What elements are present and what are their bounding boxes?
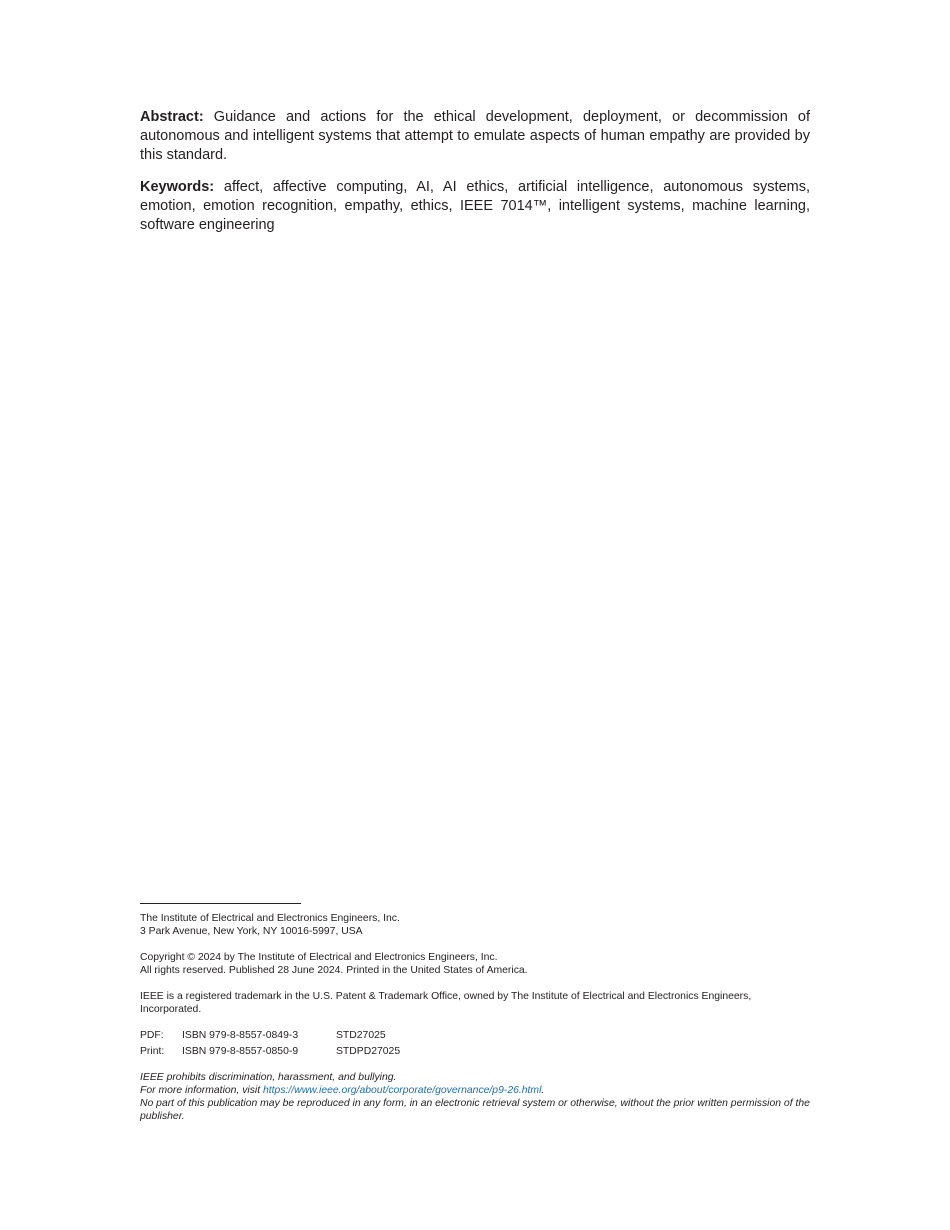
abstract-label: Abstract: (140, 109, 204, 125)
isbn-row-pdf (140, 1029, 810, 1042)
copyright-line-1: Copyright © 2024 by The Institute of Electrical and Electronics Engineers, Inc. (140, 952, 498, 963)
abstract-paragraph (140, 108, 810, 165)
notice-line-3: No part of this publication may be reproduced in any form, in an electronic retrieval system or otherwise, without the prior written permission of the publisher. (140, 1098, 810, 1122)
front-matter-top (140, 108, 810, 248)
copyright-line-2: All rights reserved. Published 28 June 2024. Printed in the United States of America. (140, 965, 528, 976)
keywords-paragraph (140, 178, 810, 235)
notice-line-1: IEEE prohibits discrimination, harassment, and bullying. (140, 1072, 397, 1083)
isbn-row-print (140, 1045, 810, 1058)
divider-rule (140, 903, 301, 904)
publisher-name: The Institute of Electrical and Electronics Engineers, Inc. (140, 913, 400, 924)
keywords-label: Keywords: (140, 179, 215, 195)
notice-block (140, 1071, 810, 1123)
isbn-number: ISBN 979-8-8557-0849-3 (182, 1030, 299, 1041)
publication-info (140, 903, 810, 1136)
isbn-block (140, 1029, 810, 1058)
trademark-text: IEEE is a registered trademark in the U.S. Patent & Trademark Office, owned by The Institute of Electrical and Electronics Engineers, Incorporated. (140, 991, 752, 1015)
notice-line-2 (140, 1084, 810, 1097)
isbn-code: STDPD27025 (336, 1046, 401, 1057)
copyright-block (140, 951, 810, 977)
publisher-block (140, 912, 810, 938)
isbn-code: STD27025 (336, 1030, 386, 1041)
governance-link[interactable]: https://www.ieee.org/about/corporate/governance/p9-26.html (263, 1085, 542, 1096)
notice-suffix: . (541, 1085, 545, 1096)
abstract-text: Guidance and actions for the ethical development, deployment, or decommission of autonomous and intelligent systems that attempt to emulate aspects of human empathy are provided by this standard. (140, 109, 810, 163)
keywords-text: affect, affective computing, AI, AI ethics, artificial intelligence, autonomous systems, emotion, emotion recognition, empathy, ethics, IEEE 7014™, intelligent systems, machine learning, software engineering (140, 179, 810, 233)
isbn-format: Print: (140, 1046, 165, 1057)
isbn-format: PDF: (140, 1030, 164, 1041)
publisher-address: 3 Park Avenue, New York, NY 10016-5997, USA (140, 926, 363, 937)
isbn-number: ISBN 979-8-8557-0850-9 (182, 1046, 299, 1057)
notice-prefix: For more information, visit (140, 1085, 263, 1096)
trademark-block (140, 990, 810, 1016)
